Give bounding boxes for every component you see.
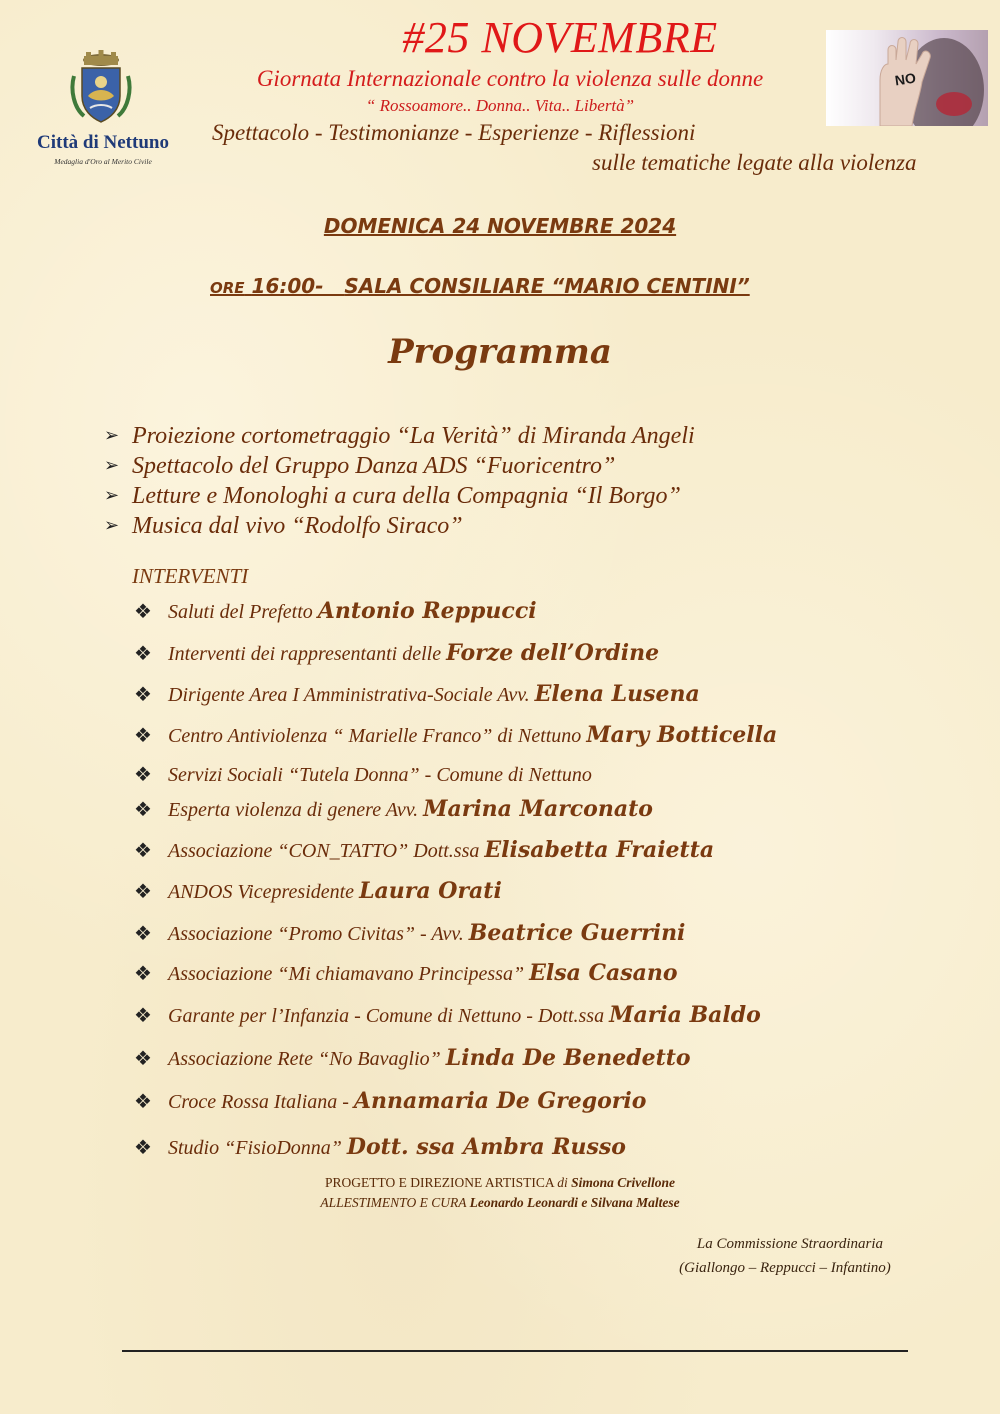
intervention-name: Maria Baldo (609, 1002, 761, 1028)
event-date: DOMENICA 24 NOVEMBRE 2024 (323, 214, 677, 238)
diamond-bullet-icon: ❖ (134, 723, 152, 747)
intervention-name: Antonio Reppucci (317, 598, 537, 624)
intervention-role: Associazione “CON_TATTO” Dott.ssa (168, 840, 485, 862)
city-name: Città di Nettuno (37, 132, 169, 153)
bottom-divider (122, 1350, 908, 1352)
no-sign-text: NO (893, 69, 917, 89)
intervention-role: ANDOS Vicepresidente (168, 881, 360, 903)
no-hand-illustration (826, 30, 988, 126)
diamond-bullet-icon: ❖ (134, 838, 152, 862)
intervention-name: Mary Botticella (586, 722, 778, 748)
intervention-role: Croce Rossa Italiana - (168, 1091, 354, 1113)
program-item-text: Letture e Monologhi a cura della Compagnia “Il Borgo” (132, 483, 681, 509)
credit-connector: di (557, 1175, 572, 1190)
diamond-bullet-icon: ❖ (134, 599, 152, 623)
event-description-line2: sulle tematiche legate alla violenza (592, 150, 917, 175)
intervention-role: Centro Antiviolenza “ Marielle Franco” di Nettuno (168, 725, 587, 747)
intervention-item (134, 792, 653, 826)
intervention-item (134, 1130, 626, 1164)
intervention-item (134, 1041, 691, 1075)
diamond-bullet-icon: ❖ (134, 1135, 152, 1159)
intervention-role: Servizi Sociali “Tutela Donna” - Comune di Nettuno (168, 764, 592, 786)
intervention-name: Elisabetta Fraietta (484, 837, 715, 863)
program-item (104, 420, 695, 450)
event-description-line1: Spettacolo - Testimonianze - Esperienze - Riflessioni (212, 120, 696, 145)
intervention-item (134, 757, 592, 791)
intervention-name: Elsa Casano (529, 960, 678, 986)
intervention-name: Dott. ssa Ambra Russo (346, 1134, 626, 1160)
intervention-name: Forze dell’Ordine (446, 640, 660, 666)
intervention-role: Associazione “Mi chiamavano Principessa” (168, 963, 530, 985)
diamond-bullet-icon: ❖ (134, 1089, 152, 1113)
program-item-text: Proiezione cortometraggio “La Verità” di Miranda Angeli (132, 423, 695, 449)
intervention-role: Associazione “Promo Civitas” - Avv. (168, 923, 469, 945)
intervention-name: Annamaria De Gregorio (353, 1088, 647, 1114)
intervention-role: Garante per l’Infanzia - Comune di Nettuno - Dott.ssa (168, 1005, 610, 1027)
intervention-role: Saluti del Prefetto (168, 601, 318, 623)
interventi-heading: INTERVENTI (132, 564, 249, 588)
program-item-text: Spettacolo del Gruppo Danza ADS “Fuoricentro” (132, 453, 616, 479)
intervention-item (134, 718, 777, 752)
intervention-role: Esperta violenza di genere Avv. (168, 799, 424, 821)
diamond-bullet-icon: ❖ (134, 797, 152, 821)
city-motto: Medaglia d'Oro al Merito Civile (54, 157, 152, 166)
arrow-bullet-icon: ➢ (104, 485, 120, 505)
diamond-bullet-icon: ❖ (134, 879, 152, 903)
coat-of-arms-logo (68, 50, 134, 126)
diamond-bullet-icon: ❖ (134, 961, 152, 985)
intervention-item (134, 956, 678, 990)
event-venue: SALA CONSILIARE “MARIO CENTINI” (344, 274, 750, 298)
credit-name: Simona Crivellone (571, 1175, 675, 1190)
intervention-name: Marina Marconato (423, 796, 653, 822)
program-heading: Programma (388, 332, 612, 372)
credit-label: ALLESTIMENTO E CURA (320, 1195, 470, 1210)
intervention-name: Linda De Benedetto (445, 1045, 691, 1071)
diamond-bullet-icon: ❖ (134, 762, 152, 786)
commission-members: (Giallongo – Reppucci – Infantino) (679, 1260, 891, 1276)
credit-names: Leonardo Leonardi e Silvana Maltese (469, 1195, 680, 1210)
no-hand-photo (826, 30, 988, 126)
page-title: #25 NOVEMBRE (402, 13, 718, 62)
intervention-item (134, 833, 714, 867)
intervention-role: Associazione Rete “No Bavaglio” (168, 1048, 446, 1070)
event-tagline: “ Rossoamore.. Donna.. Vita.. Libertà” (365, 96, 635, 115)
program-list (104, 420, 695, 540)
intervention-role: Interventi dei rappresentanti delle (168, 643, 447, 665)
intervention-item (134, 594, 537, 628)
arrow-bullet-icon: ➢ (104, 455, 120, 475)
intervention-name: Elena Lusena (534, 681, 700, 707)
intervention-item (134, 677, 700, 711)
intervention-role: Dirigente Area I Amministrativa-Sociale Avv. (168, 684, 535, 706)
event-subtitle: Giornata Internazionale contro la violenza sulle donne (256, 66, 764, 91)
commission-title: La Commissione Straordinaria (696, 1236, 884, 1252)
credit-label: PROGETTO E DIREZIONE ARTISTICA (325, 1175, 558, 1190)
time-prefix: ORE (210, 279, 245, 297)
arrow-bullet-icon: ➢ (104, 515, 120, 535)
intervention-name: Beatrice Guerrini (468, 920, 686, 946)
diamond-bullet-icon: ❖ (134, 921, 152, 945)
event-time-venue (210, 274, 750, 298)
intervention-role: Studio “FisioDonna” (168, 1137, 347, 1159)
diamond-bullet-icon: ❖ (134, 1003, 152, 1027)
artistic-direction-credit (0, 1175, 1000, 1191)
staging-credit (0, 1195, 1000, 1211)
diamond-bullet-icon: ❖ (134, 1046, 152, 1070)
program-item-text: Musica dal vivo “Rodolfo Siraco” (132, 513, 463, 539)
event-time: 16:00- (251, 274, 324, 298)
intervention-item (134, 1084, 646, 1118)
program-item (104, 480, 695, 510)
diamond-bullet-icon: ❖ (134, 682, 152, 706)
program-item (104, 450, 695, 480)
arrow-bullet-icon: ➢ (104, 425, 120, 445)
intervention-item (134, 636, 659, 670)
intervention-item (134, 916, 685, 950)
intervention-name: Laura Orati (359, 878, 502, 904)
intervention-item (134, 874, 502, 908)
program-item (104, 510, 695, 540)
intervention-item (134, 998, 761, 1032)
diamond-bullet-icon: ❖ (134, 641, 152, 665)
